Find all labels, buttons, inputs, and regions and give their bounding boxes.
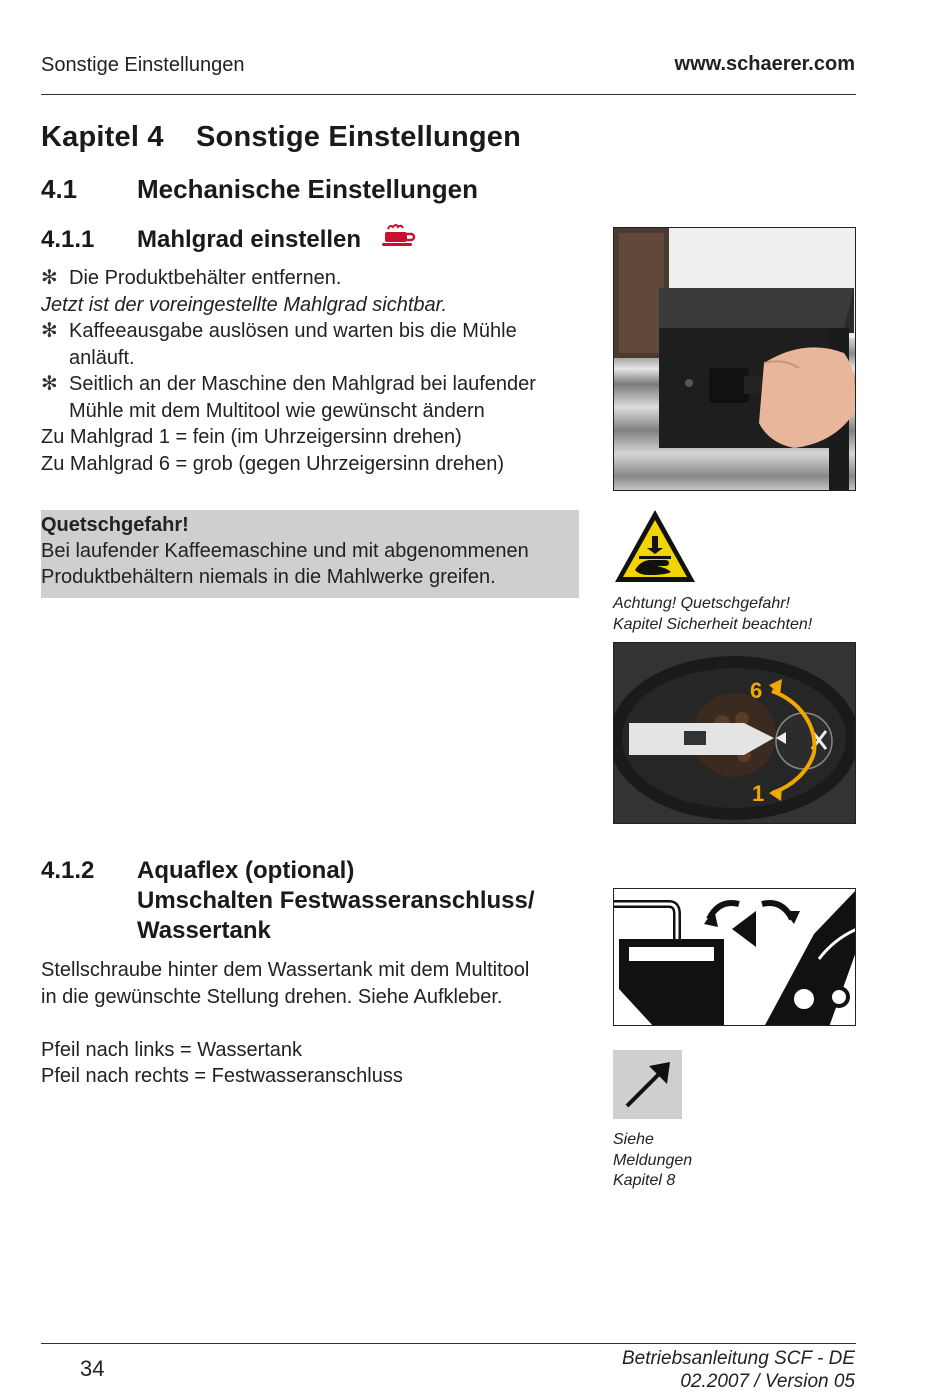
coffee-cup-icon	[380, 223, 418, 257]
grind-level-fine-label: 1	[752, 781, 765, 806]
crush-hazard-warning-box	[41, 510, 579, 598]
section-title: Mechanische Einstellungen	[137, 174, 478, 204]
see-messages-caption: Siehe Meldungen Kapitel 8	[613, 1131, 693, 1189]
running-header-section: Sonstige Einstellungen	[41, 54, 245, 76]
paragraph-line: Stellschraube hinter dem Wassertank mit dem Multitool	[41, 959, 530, 981]
warning-text: Bei laufender Kaffeemaschine und mit abgenommenen Produktbehältern niemals in die Mahlwerke greifen.	[41, 540, 529, 588]
chapter-number: Kapitel 4	[41, 121, 164, 153]
warning-title: Quetschgefahr!	[41, 514, 189, 536]
step-item: ✻ Kaffeeausgabe auslösen und warten bis die Mühle anläuft.	[41, 320, 517, 369]
footer-rule	[41, 1343, 856, 1344]
paragraph-line: in die gewünschte Stellung drehen. Siehe Aufkleber.	[41, 985, 503, 1008]
crush-hazard-triangle-icon	[613, 508, 697, 584]
section-title-line: Umschalten Festwasseranschluss/	[137, 887, 535, 914]
asterisk-bullet-icon: ✻	[41, 320, 58, 342]
running-header-website: www.schaerer.com	[674, 53, 855, 75]
section-number: 4.1.2	[41, 857, 95, 884]
step-item: ✻ Seitlich an der Maschine den Mahlgrad bei laufender Mühle mit dem Multitool wie gewünscht ändern	[41, 373, 536, 422]
arrow-left-meaning: Pfeil nach links = Wassertank	[41, 1038, 303, 1061]
section-heading-4-1	[41, 174, 478, 205]
section-heading-4-1-1	[41, 223, 418, 257]
warning-caption: Achtung! Quetschgefahr! Kapitel Sicherheit beachten!	[613, 595, 813, 633]
arrow-up-right-icon	[613, 1050, 682, 1119]
step-note: Jetzt ist der voreingestellte Mahlgrad sichtbar.	[41, 293, 448, 316]
page-number: 34	[80, 1356, 105, 1381]
header-rule	[41, 94, 856, 95]
step-item: ✻ Die Produktbehälter entfernen.	[41, 265, 581, 292]
section-4-1-1-body	[41, 265, 581, 477]
grinder-adjustment-photo	[613, 227, 856, 491]
section-title-line: Wassertank	[137, 917, 271, 944]
section-number: 4.1.1	[41, 226, 95, 253]
grind-level-coarse-label: 6	[750, 678, 763, 703]
section-title-line: Aquaflex (optional)	[137, 857, 355, 884]
arrow-right-meaning: Pfeil nach rechts = Festwasseranschluss	[41, 1065, 403, 1087]
aquaflex-switch-illustration	[613, 888, 856, 1026]
section-heading-4-1-2	[41, 856, 535, 946]
spacer	[41, 1010, 581, 1037]
document-version: 02.2007 / Version 05	[680, 1371, 855, 1392]
grind-fine-line: Zu Mahlgrad 1 = fein (im Uhrzeigersinn drehen)	[41, 426, 462, 448]
asterisk-bullet-icon: ✻	[41, 373, 58, 395]
chapter-heading	[41, 121, 521, 154]
section-title: Mahlgrad einstellen	[137, 226, 362, 253]
asterisk-bullet-icon: ✻	[41, 267, 58, 289]
grind-setting-dial-photo	[613, 642, 856, 824]
section-4-1-2-body	[41, 957, 581, 1090]
section-number: 4.1	[41, 174, 78, 204]
grind-coarse-line: Zu Mahlgrad 6 = grob (gegen Uhrzeigersinn drehen)	[41, 452, 505, 475]
document-title: Betriebsanleitung SCF - DE	[621, 1348, 855, 1369]
chapter-title: Sonstige Einstellungen	[196, 121, 522, 153]
footer-document-info	[622, 1347, 855, 1393]
